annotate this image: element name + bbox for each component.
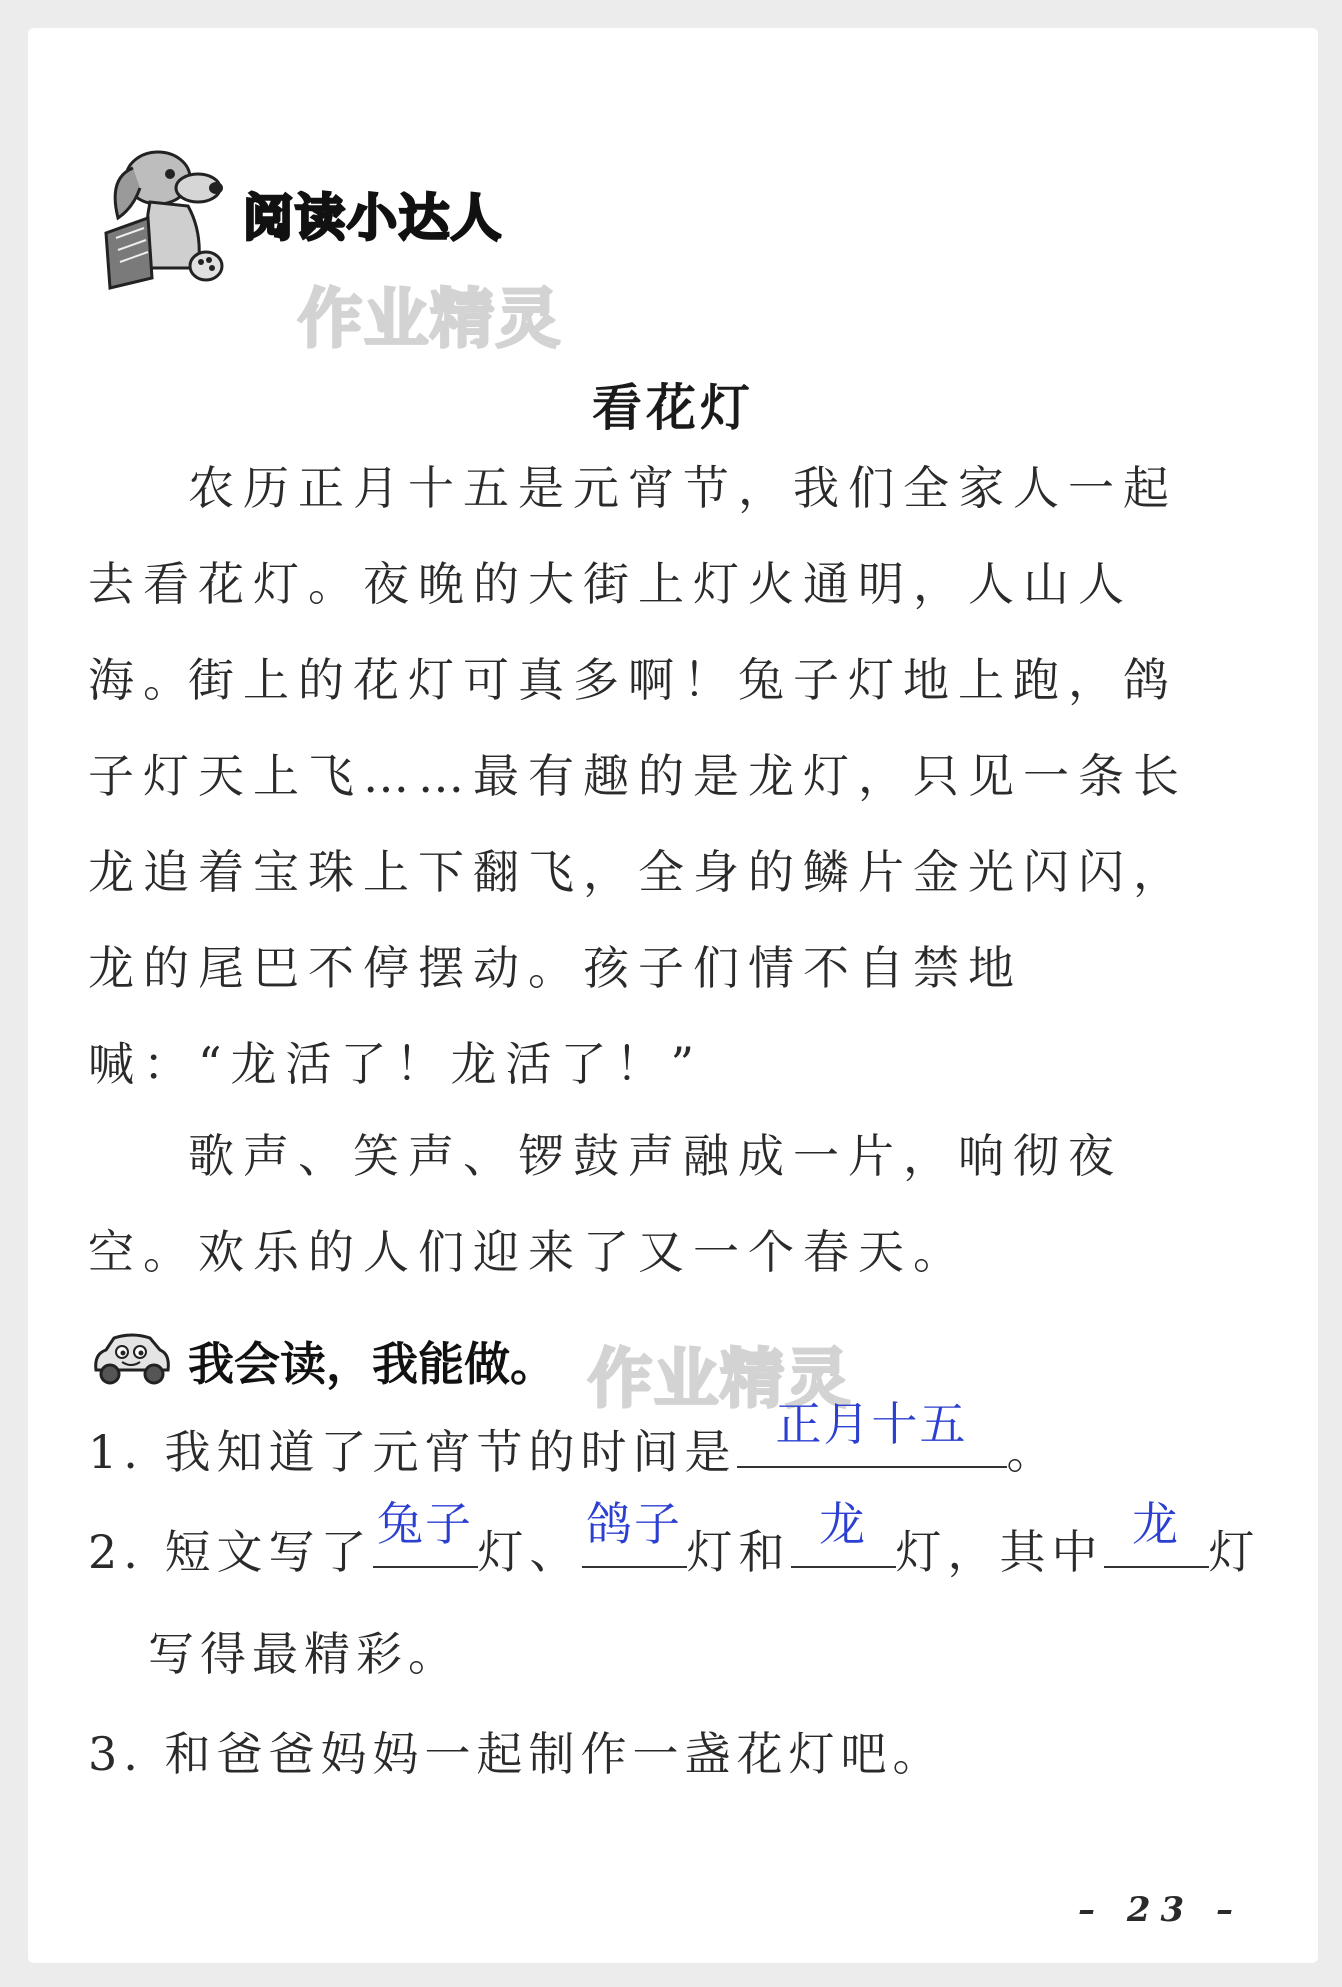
answer-blank[interactable] — [373, 1497, 478, 1568]
question-text: 灯、 — [477, 1525, 582, 1579]
question-text: 1. 我知道了元宵节的时间是 — [88, 1425, 737, 1479]
handwritten-answer: 鸽子 — [586, 1497, 683, 1551]
question-text: 2. 短文写了 — [88, 1525, 373, 1579]
story-title: 看花灯 — [592, 378, 754, 437]
dog-reading-icon — [88, 138, 258, 298]
question-text: 灯，其中 — [895, 1525, 1104, 1579]
page-number: – 23 – — [1078, 1890, 1243, 1930]
answer-blank[interactable] — [582, 1497, 687, 1568]
story-paragraph: 农历正月十五是元宵节，我们全家人一起去看花灯。夜晚的大街上灯火通明，人山人海。 — [88, 461, 1178, 707]
question-1 — [88, 1397, 1059, 1482]
worksheet-page — [28, 28, 1318, 1963]
question-2 — [88, 1497, 1261, 1582]
watermark: 作业精灵 — [588, 1343, 852, 1417]
car-icon — [88, 1330, 174, 1390]
answer-blank[interactable] — [791, 1497, 896, 1568]
watermark: 作业精灵 — [298, 283, 562, 357]
question-text: 灯 — [1208, 1525, 1261, 1579]
handwritten-answer: 正月十五 — [775, 1397, 968, 1451]
section-title: 阅读小达人 — [243, 189, 503, 247]
question-2-continued: 写得最精彩。 — [148, 1627, 460, 1681]
story-paragraph: 歌声、笑声、锣鼓声融成一片，响彻夜空。欢乐的人们迎来了又一个春天。 — [88, 1129, 1123, 1279]
handwritten-answer: 兔子 — [377, 1497, 474, 1551]
question-text: 。 — [1006, 1425, 1059, 1479]
handwritten-answer: 龙 — [1132, 1497, 1181, 1551]
story-paragraph: 街上的花灯可真多啊！兔子灯地上跑，鸽子灯天上飞……最有趣的是龙灯，只见一条长龙追着宝珠上下翻飞，全身的鳞片金光闪闪，龙的尾巴不停摆动。孩子们情不自禁地喊：“龙活了！龙活了！” — [88, 653, 1188, 1091]
question-3: 3. 和爸爸妈妈一起制作一盏花灯吧。 — [88, 1727, 945, 1781]
question-text: 灯和 — [686, 1525, 791, 1579]
handwritten-answer: 龙 — [819, 1497, 868, 1551]
task-title: 我会读，我能做。 — [188, 1337, 556, 1391]
answer-blank[interactable] — [737, 1397, 1007, 1468]
answer-blank[interactable] — [1104, 1497, 1209, 1568]
